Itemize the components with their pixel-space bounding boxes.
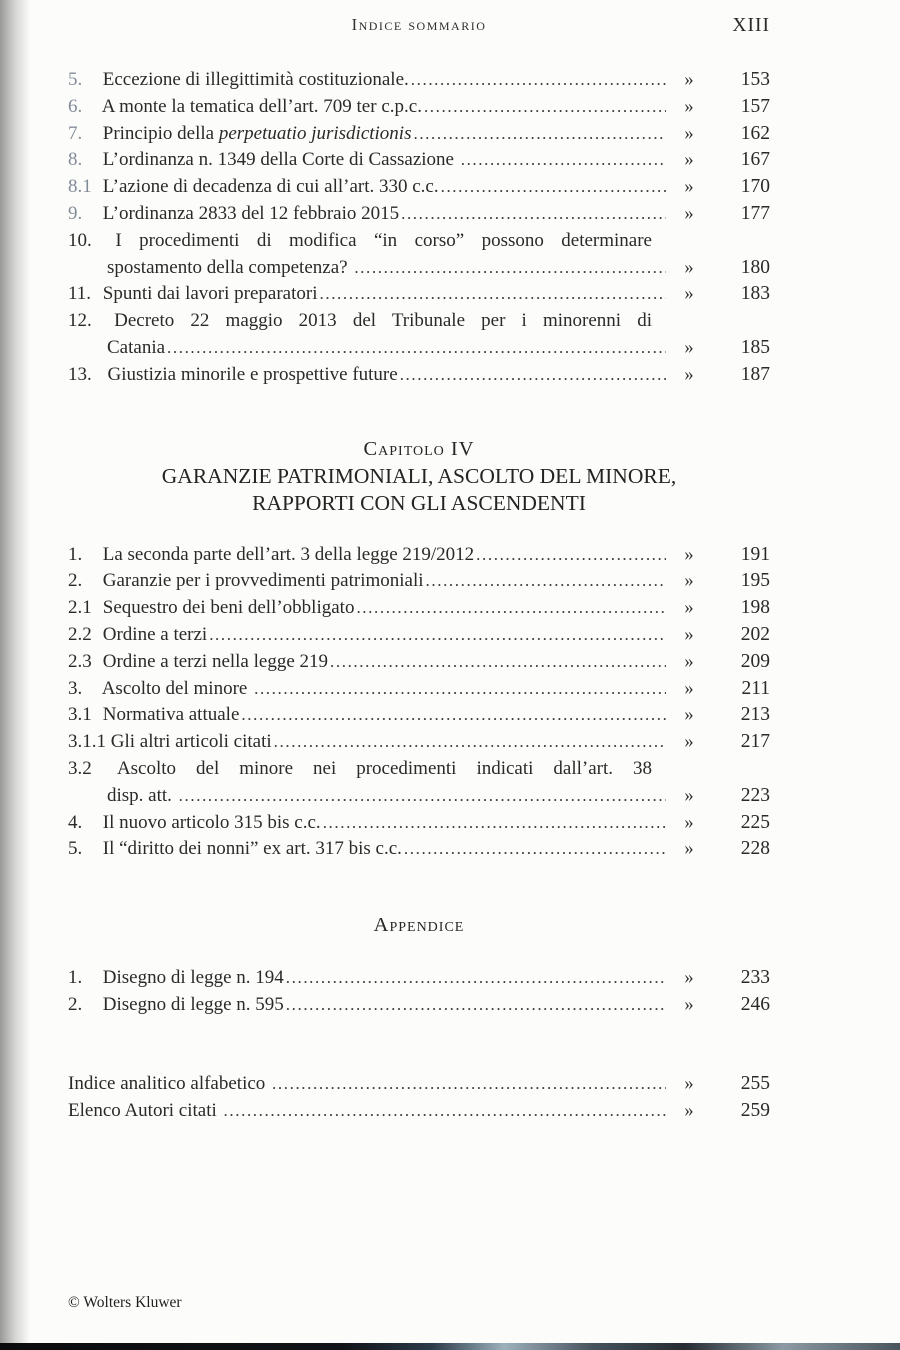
page-marker: »	[684, 544, 694, 565]
entry-page-number: 223	[740, 784, 770, 806]
dot-leader	[270, 1071, 666, 1098]
entry-number: 3.1	[68, 704, 92, 726]
entry-line	[68, 1071, 770, 1098]
entry-page-number: 177	[740, 202, 770, 224]
dot-leader	[321, 810, 666, 837]
entry-page-number: 233	[740, 967, 770, 989]
entry-line	[68, 228, 652, 255]
entry-page-number: 153	[740, 69, 770, 90]
entry-page-number: 255	[740, 1072, 770, 1094]
page-marker: »	[684, 968, 694, 989]
page-marker: »	[684, 598, 694, 619]
entry-line	[68, 201, 770, 228]
entry-page-number: 157	[740, 95, 770, 117]
toc-entry	[68, 308, 770, 362]
dot-leader	[239, 702, 666, 729]
toc-entry	[68, 965, 770, 992]
entry-number: 3.2	[68, 757, 92, 779]
entry-number: 11.	[68, 283, 92, 305]
section-heading: Capitolo IV	[363, 437, 475, 460]
entry-number: 1.	[68, 543, 83, 565]
toc-entry	[68, 1071, 770, 1098]
entry-number: 5.	[68, 838, 83, 860]
dot-leader	[411, 121, 666, 148]
entry-text: Indice analitico alfabetico	[68, 1072, 271, 1094]
entry-page-number: 198	[740, 597, 770, 619]
toc-entry	[68, 542, 770, 569]
section-heading: Appendice	[373, 914, 465, 937]
entry-line	[68, 965, 770, 992]
entry-line	[68, 622, 770, 649]
section-continued	[68, 67, 770, 389]
entry-text: Ascolto del minore nei procedimenti indicati dall’art. 38	[116, 757, 652, 779]
toc-entry	[68, 568, 770, 595]
entry-line	[68, 542, 770, 569]
toc-entry	[68, 810, 770, 837]
entry-line	[68, 729, 770, 756]
entry-number: 12.	[68, 310, 92, 332]
entry-text: 5. Il “diritto dei nonni” ex art. 317 bis c.c.	[68, 836, 402, 863]
dot-leader	[398, 362, 666, 389]
page-marker: »	[684, 150, 694, 171]
entry-number: 1.	[68, 967, 83, 989]
page-marker: »	[684, 123, 694, 144]
page-left-edge-shadow	[0, 0, 30, 1343]
entry-list	[68, 1071, 770, 1125]
page-marker: »	[684, 337, 694, 358]
entry-text: 11. Spunti dai lavori preparatori	[68, 281, 318, 308]
entry-number: 2.	[68, 570, 83, 592]
entry-line	[68, 783, 770, 810]
entry-line	[68, 595, 770, 622]
toc-entry	[68, 94, 770, 121]
toc-entry	[68, 1098, 770, 1125]
page-marker: »	[684, 96, 694, 117]
dot-leader	[252, 676, 666, 703]
toc-entry	[68, 729, 770, 756]
dot-leader	[354, 595, 666, 622]
page-marker: »	[684, 257, 694, 278]
entry-number: 10.	[68, 229, 92, 251]
entry-line	[68, 255, 770, 282]
entry-line	[68, 756, 652, 783]
page-marker: »	[684, 678, 694, 699]
page-marker: »	[684, 785, 694, 806]
entry-line	[68, 121, 770, 148]
entry-number: 3.1.1	[68, 731, 106, 753]
entry-text: 6. A monte la tematica dell’art. 709 ter c.p.c.	[68, 94, 422, 121]
entry-number: 8.1	[68, 176, 92, 198]
entry-page-number: 225	[740, 811, 770, 833]
dot-leader	[207, 622, 666, 649]
entry-line	[68, 362, 770, 389]
toc-entry	[68, 201, 770, 228]
page-marker: »	[684, 571, 694, 592]
section-chapter-4	[68, 436, 770, 864]
page-marker: »	[684, 203, 694, 224]
entry-line	[68, 676, 770, 703]
entry-text: 1. Disegno di legge n. 194	[68, 965, 284, 992]
entry-text: 8. L’ordinanza n. 1349 della Corte di Cassazione	[68, 147, 459, 174]
toc-entry	[68, 228, 770, 282]
dot-leader	[318, 281, 667, 308]
dot-leader	[399, 201, 666, 228]
dot-leader	[222, 1098, 666, 1125]
section-appendice	[68, 912, 770, 1019]
page-marker: »	[684, 70, 694, 90]
page-marker: »	[684, 364, 694, 385]
entry-line	[68, 67, 770, 94]
toc-entry	[68, 174, 770, 201]
entry-text: 3.1 Normativa attuale	[68, 702, 239, 729]
entry-text: Catania	[107, 336, 166, 358]
section-back-matter	[68, 1071, 770, 1125]
page-number: XIII	[732, 15, 770, 36]
dot-leader	[474, 542, 666, 569]
entry-page-number: 195	[740, 570, 770, 592]
entry-text: Elenco Autori citati	[68, 1099, 222, 1121]
entry-text: 4. Il nuovo articolo 315 bis c.c.	[68, 810, 321, 837]
dot-leader	[165, 335, 666, 362]
entry-page-number: 183	[740, 283, 770, 305]
chapter-title-line: RAPPORTI CON GLI ASCENDENTI	[252, 490, 586, 515]
toc-entry	[68, 836, 770, 863]
page-header	[68, 15, 770, 41]
dot-leader	[402, 836, 666, 863]
entry-number: 5.	[68, 69, 83, 90]
page-marker: »	[684, 1073, 694, 1094]
entry-number: 8.	[68, 149, 83, 171]
entry-line	[68, 174, 770, 201]
page-marker: »	[684, 839, 694, 860]
page-marker: »	[684, 1100, 694, 1121]
toc-entry	[68, 362, 770, 389]
entry-page-number: 211	[741, 677, 770, 699]
entry-line	[68, 568, 770, 595]
entry-page-number: 170	[740, 176, 770, 198]
entry-text: spostamento della competenza?	[107, 256, 353, 278]
entry-line	[68, 992, 770, 1019]
dot-leader	[439, 174, 666, 201]
toc-entry	[68, 595, 770, 622]
dot-leader	[422, 94, 666, 121]
scan-bottom-bar	[0, 1343, 900, 1350]
toc-entry	[68, 676, 770, 703]
entry-page-number: 162	[740, 122, 770, 144]
entry-line	[68, 649, 770, 676]
entry-text: 3.1.1 Gli altri articoli citati	[68, 729, 272, 756]
copyright-notice: © Wolters Kluwer	[68, 1294, 182, 1311]
entry-text: 2.1 Sequestro dei beni dell’obbligato	[68, 595, 354, 622]
dot-leader	[409, 67, 666, 94]
entry-page-number: 180	[740, 256, 770, 278]
entry-page-number: 191	[740, 543, 770, 565]
entry-line	[68, 335, 770, 362]
page-content	[68, 0, 770, 1124]
toc-entry	[68, 67, 770, 94]
toc-entry	[68, 281, 770, 308]
entry-line	[68, 836, 770, 863]
page-marker: »	[684, 177, 694, 198]
entry-number: 2.3	[68, 650, 92, 672]
dot-leader	[284, 992, 666, 1019]
entry-text: 8.1 L’azione di decadenza di cui all’art. 330 c.c.	[68, 174, 439, 201]
entry-line	[68, 1098, 770, 1125]
toc-entry	[68, 121, 770, 148]
dot-leader	[272, 729, 666, 756]
entry-page-number: 228	[740, 838, 770, 860]
entry-page-number: 246	[740, 993, 770, 1015]
dot-leader	[177, 783, 666, 810]
entry-text: disp. att.	[107, 784, 177, 806]
entry-text: 1. La seconda parte dell’art. 3 della legge 219/2012	[68, 542, 474, 569]
entry-page-number: 213	[740, 704, 770, 726]
dot-leader	[328, 649, 666, 676]
entry-page-number: 185	[740, 336, 770, 358]
entry-text: Decreto 22 maggio 2013 del Tribunale per i minorenni di	[114, 310, 652, 332]
toc-entry	[68, 992, 770, 1019]
entry-page-number: 167	[740, 149, 770, 171]
entry-text: 13. Giustizia minorile e prospettive future	[68, 362, 398, 389]
chapter-title-line: GARANZIE PATRIMONIALI, ASCOLTO DEL MINORE,	[161, 463, 677, 488]
entry-number: 2.2	[68, 623, 92, 645]
entry-line	[68, 702, 770, 729]
dot-leader	[352, 255, 666, 282]
entry-text: 2.3 Ordine a terzi nella legge 219	[68, 649, 328, 676]
entry-text: 2. Disegno di legge n. 595	[68, 992, 284, 1019]
page-marker: »	[684, 651, 694, 672]
entry-number: 9.	[68, 202, 83, 224]
dot-leader	[459, 147, 666, 174]
toc-entry	[68, 147, 770, 174]
page-marker: »	[684, 284, 694, 305]
entry-list	[68, 67, 770, 389]
page-marker: »	[684, 732, 694, 753]
entry-page-number: 187	[740, 363, 770, 385]
page-marker: »	[684, 812, 694, 833]
entry-number: 2.	[68, 993, 83, 1015]
entry-text: 5. Eccezione di illegittimità costituzionale.	[68, 67, 409, 94]
entry-line	[68, 147, 770, 174]
entry-line	[68, 308, 652, 335]
entry-text-italic: perpetuatio jurisdictionis	[218, 122, 412, 144]
entry-text: 2.2 Ordine a terzi	[68, 622, 207, 649]
entry-line	[68, 810, 770, 837]
entry-page-number: 259	[740, 1099, 770, 1121]
dot-leader	[284, 965, 666, 992]
toc-entry	[68, 756, 770, 810]
entry-page-number: 217	[740, 731, 770, 753]
entry-text: 9. L’ordinanza 2833 del 12 febbraio 2015	[68, 201, 399, 228]
toc-sections	[68, 67, 770, 1124]
entry-line	[68, 94, 770, 121]
running-title: Indice sommario	[351, 15, 487, 34]
toc-entry	[68, 649, 770, 676]
entry-text: 2. Garanzie per i provvedimenti patrimoniali	[68, 568, 424, 595]
entry-text: I procedimenti di modifica “in corso” possono determinare	[115, 229, 652, 251]
entry-list	[68, 965, 770, 1019]
entry-number: 13.	[68, 363, 92, 385]
toc-entry	[68, 622, 770, 649]
toc-entry	[68, 702, 770, 729]
entry-number: 4.	[68, 811, 83, 833]
entry-text: 7. Principio della perpetuatio jurisdictionis	[68, 121, 411, 148]
entry-number: 2.1	[68, 597, 92, 619]
entry-line	[68, 281, 770, 308]
entry-page-number: 202	[740, 623, 770, 645]
page-marker: »	[684, 994, 694, 1015]
entry-list	[68, 542, 770, 864]
entry-number: 6.	[68, 95, 83, 117]
page-marker: »	[684, 624, 694, 645]
entry-page-number: 209	[740, 650, 770, 672]
page-marker: »	[684, 705, 694, 726]
entry-text: 3. Ascolto del minore	[68, 676, 252, 703]
entry-number: 7.	[68, 122, 83, 144]
dot-leader	[424, 568, 666, 595]
entry-number: 3.	[68, 677, 83, 699]
